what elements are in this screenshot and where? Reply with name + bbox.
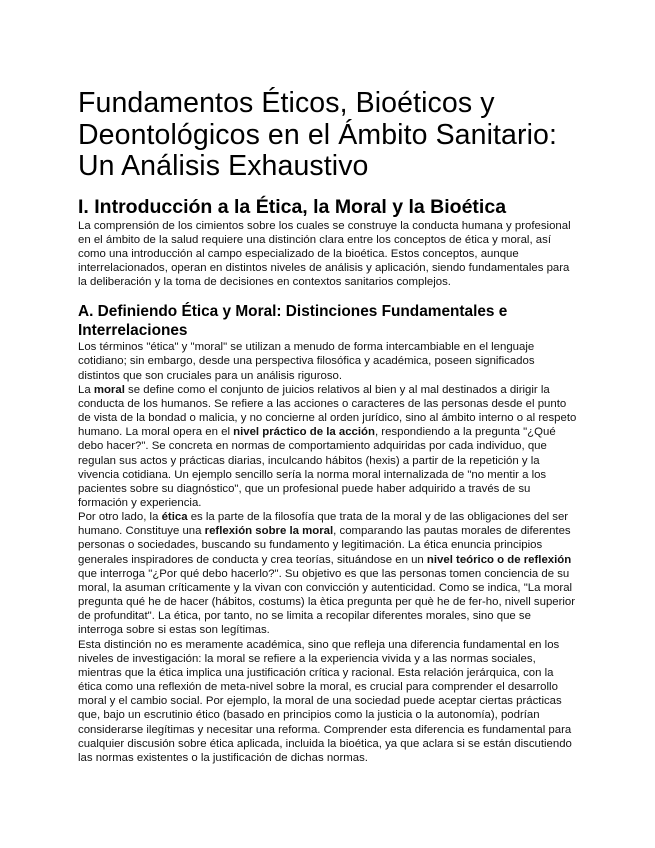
text-run: es la parte de la filosofía que trata de la moral y de las obligaciones del ser humano. Constituye una — [78, 511, 569, 538]
paragraph-etica — [78, 510, 578, 637]
section-heading-introduccion: I. Introducción a la Ética, la Moral y la Bioética — [78, 195, 507, 218]
bold-term-etica: ética — [161, 511, 188, 524]
text-run: Por otro lado, la — [78, 511, 162, 524]
title-line-1: Fundamentos Éticos, Bioéticos y — [78, 87, 495, 119]
text-run: que interroga "¿Por qué debo hacerlo?". Su objetivo es que las personas tomen conciencia de su moral, la asuman críticamente y la vivan con convicción y autenticidad. Como se indica, "La moral pregunta qué he de hacer (hábitos, costums) la ètica pregunta per què he de fer-ho, nivell superior de profunditat". La ética, por tanto, no se limita a recopilar diferentes morales, sino que se interroga sobre si estas son legítimas. — [78, 567, 576, 637]
bold-reflexion-moral: reflexión sobre la moral — [204, 525, 334, 538]
title-line-2: Deontológicos en el Ámbito Sanitario: — [78, 118, 557, 151]
bold-term-moral: moral — [93, 383, 125, 396]
title-line-3: Un Análisis Exhaustivo — [78, 150, 369, 182]
bold-nivel-teorico: nivel teórico o de reflexión — [426, 553, 572, 566]
text-run: , respondiendo a la pregunta "¿Qué debo hacer?". Se concreta en normas de comportamiento adquiridas por cada individuo, que regulan sus actos y prácticas diarias, inculcando hábitos (hexis) a partir de la repetición y la vivencia cotidiana. Un ejemplo sencillo sería la norma moral internalizada de "no mentir a los pacientes sobre su diagnóstico", que un profesional puede haber adquirido a través de su formación y experiencia. — [78, 426, 556, 509]
text-run: La — [78, 383, 94, 396]
text-run: , comparando las pautas morales de diferentes personas o sociedades, buscando su fundamento y legitimación. La ética enuncia principios generales inspiradores de conducta y crea teorías, situándose en un — [78, 525, 571, 566]
document-title — [78, 88, 578, 183]
document-page — [78, 88, 578, 765]
subsection-heading-definiendo: A. Definiendo Ética y Moral: Distinciones Fundamentales e Interrelaciones — [78, 303, 508, 340]
paragraph-terminos: Los términos "ética" y "moral" se utilizan a menudo de forma intercambiable en el lenguaje cotidiano; sin embargo, desde una perspectiva filosófica y académica, poseen significados distintos que son cruciales para un análisis riguroso. — [78, 341, 535, 382]
text-run: se define como el conjunto de juicios relativos al bien y al mal destinados a dirigir la conducta de los humanos. Se refiere a las acciones o caracteres de las personas desde el punto de vista de la bondad o malicia, y no concierne al orden jurídico, sino al ámbito interno o al respeto humano. La moral opera en el — [78, 383, 577, 439]
intro-paragraph: La comprensión de los cimientos sobre los cuales se construye la conducta humana y profesional en el ámbito de la salud requiere una distinción clara entre los conceptos de ética y moral, así como una introducción al campo especializado de la bioética. Estos conceptos, aunque interrelacionados, operan en distintos niveles de análisis y aplicación, siendo fundamentales para la deliberación y la toma de decisiones en contextos sanitarios complejos. — [78, 219, 571, 289]
paragraph-distincion: Esta distinción no es meramente académica, sino que refleja una diferencia fundamental en los niveles de investigación: la moral se refiere a la experiencia vivida y a las normas sociales, mientras que la ética implica una justificación crítica y racional. Esta relación jerárquica, con la ética como una reflexión de meta-nivel sobre la moral, es crucial para comprender el desarrollo moral y el cambio social. Por ejemplo, la moral de una sociedad puede aceptar ciertas prácticas que, bajo un escrutinio ético (basado en principios como la justicia o la autonomía), podrían considerarse ilegítimas y necesitar una reforma. Comprender esta diferencia es fundamental para cualquier discusión sobre ética aplicada, incluida la bioética, ya que aclara si se están discutiendo las normas existentes o la justificación de dichas normas. — [78, 638, 572, 764]
paragraph-moral — [78, 383, 578, 510]
bold-nivel-practico: nivel práctico de la acción — [233, 426, 375, 439]
